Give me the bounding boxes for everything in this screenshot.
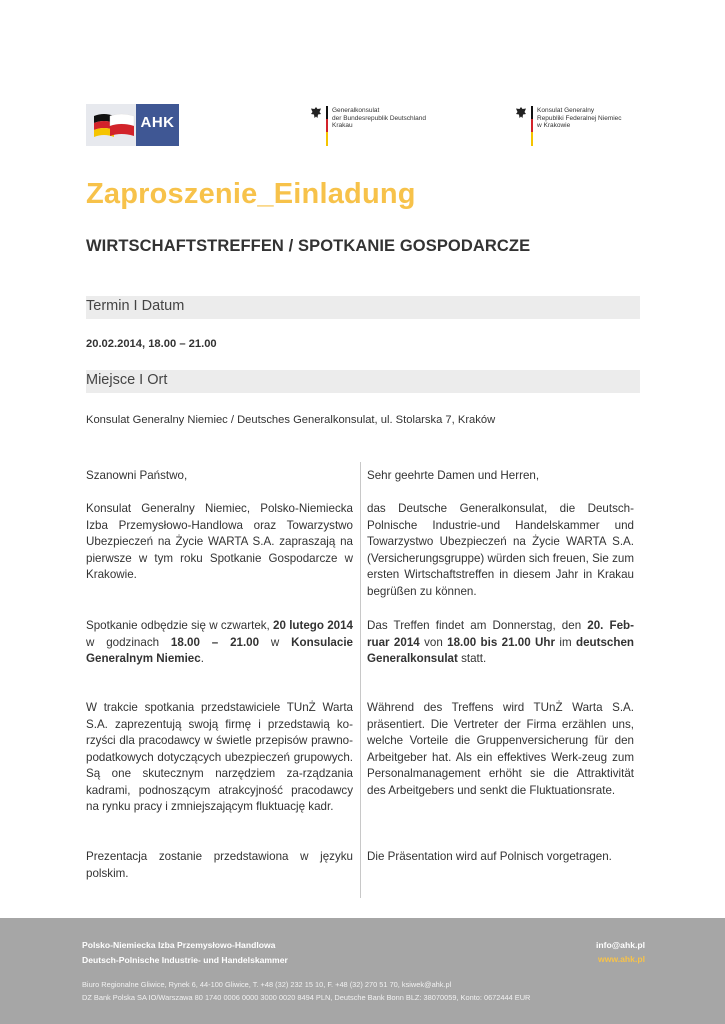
paragraph-de-4: Die Präsentation wird auf Polnisch vorgetragen. — [367, 850, 612, 863]
eagle-icon — [515, 106, 527, 120]
ahk-logo — [86, 104, 179, 146]
place-section-header — [86, 370, 640, 393]
consulate-de-logo-text: Generalkonsulat der Bundesrepublik Deutschland Krakau — [332, 107, 426, 130]
paragraph-pl-3: W trakcie spotkania przedstawiciele TUnŻ Warta S.A. zaprezentują swoją firmę i przedstawią ko-rzyści dla pracodawcy w świetle przepisów prawno-podatkowych dotyczących ubezpieczeń grupowych. Są one skutecznym narzędziem za-rządzania kadrami, podnoszącym atrakcyjność pracodawcy na rynku pracy i zmniejszającym fluktuację kadr. — [86, 701, 353, 813]
footer-org-de: Deutsch-Polnische Industrie- und Handelskammer — [82, 955, 288, 965]
paragraph-pl-2: Spotkanie odbędzie się w czwartek, 20 lutego 2014 w godzinach 18.00 – 21.00 w Konsulacie Generalnym Niemiec. — [86, 619, 354, 665]
place-value: Konsulat Generalny Niemiec / Deutsches Generalkonsulat, ul. Stolarska 7, Kraków — [86, 414, 496, 426]
place-heading: Miejsce I Ort — [86, 372, 168, 388]
footer-org-pl: Polsko-Niemiecka Izba Przemysłowo-Handlowa — [82, 940, 276, 950]
consulate-pl-logo-text: Konsulat Generalny Republiki Federalnej Niemiec w Krakowie — [537, 107, 622, 130]
paragraph-de-1: das Deutsche Generalkonsulat, die Deutsch-Polnische Industrie-und Handelskammer und Towarzystwo Ubezpieczeń na Życie WARTA S.A. (Versicherungsgruppe) würden sich freuen, Sie zum ersten Wirtschaftstreffen in diesem Jahr in Krakau begrüßen zu können. — [367, 502, 634, 598]
date-section-header — [86, 296, 640, 319]
page-subtitle: WIRTSCHAFTSTREFFEN / SPOTKANIE GOSPODARCZE — [86, 237, 531, 255]
footer — [0, 918, 725, 1024]
date-value: 20.02.2014, 18.00 – 21.00 — [86, 338, 217, 350]
paragraph-de-3: Während des Treffens wird TUnŻ Warta S.A. präsentiert. Die Vertreter der Firma erzählen uns, welche Vorteile die Gruppenversicherung für den Arbeitgeber hat. Als ein effektives Werk-zeug zum Personalmanagement erhöht sie die Attraktivität des Arbeitgebers und senkt die Fluktuationsrate. — [367, 701, 634, 797]
flags-icon — [92, 112, 136, 140]
eagle-icon — [310, 106, 322, 120]
footer-bank: DZ Bank Polska SA IO/Warszawa 80 1740 0006 0000 3000 0020 8494 PLN, Deutsche Bank Bonn BLZ: 38070059, Konto: 0672444 EUR — [82, 993, 531, 1002]
paragraph-pl-4: Prezentacja zostanie przedstawiona w języku polskim. — [86, 850, 353, 880]
greeting-de: Sehr geehrte Damen und Herren, — [367, 469, 540, 482]
greeting-pl: Szanowni Państwo, — [86, 469, 188, 482]
column-divider — [360, 462, 361, 898]
footer-email[interactable]: info@ahk.pl — [596, 940, 645, 950]
date-heading: Termin I Datum — [86, 298, 185, 314]
ahk-logo-text: AHK — [140, 114, 175, 131]
footer-website[interactable]: www.ahk.pl — [598, 954, 645, 964]
paragraph-de-2: Das Treffen findet am Donnerstag, den 20. Feb-ruar 2014 von 18.00 bis 21.00 Uhr im deutschen Generalkonsulat statt. — [367, 619, 635, 665]
paragraph-pl-1: Konsulat Generalny Niemiec, Polsko-Niemiecka Izba Przemysłowo-Handlowa oraz Towarzystwo Ubezpieczeń na Życie WARTA S.A. zapraszają na pierwsze w tym roku Spotkanie Gospodarcze w Krakowie. — [86, 502, 353, 581]
footer-address: Biuro Regionalne Gliwice, Rynek 6, 44-100 Gliwice, T. +48 (32) 232 15 10, F. +48 (32) 270 51 70, ksiwek@ahk.pl — [82, 980, 452, 989]
page-title: Zaproszenie_Einladung — [86, 178, 416, 210]
